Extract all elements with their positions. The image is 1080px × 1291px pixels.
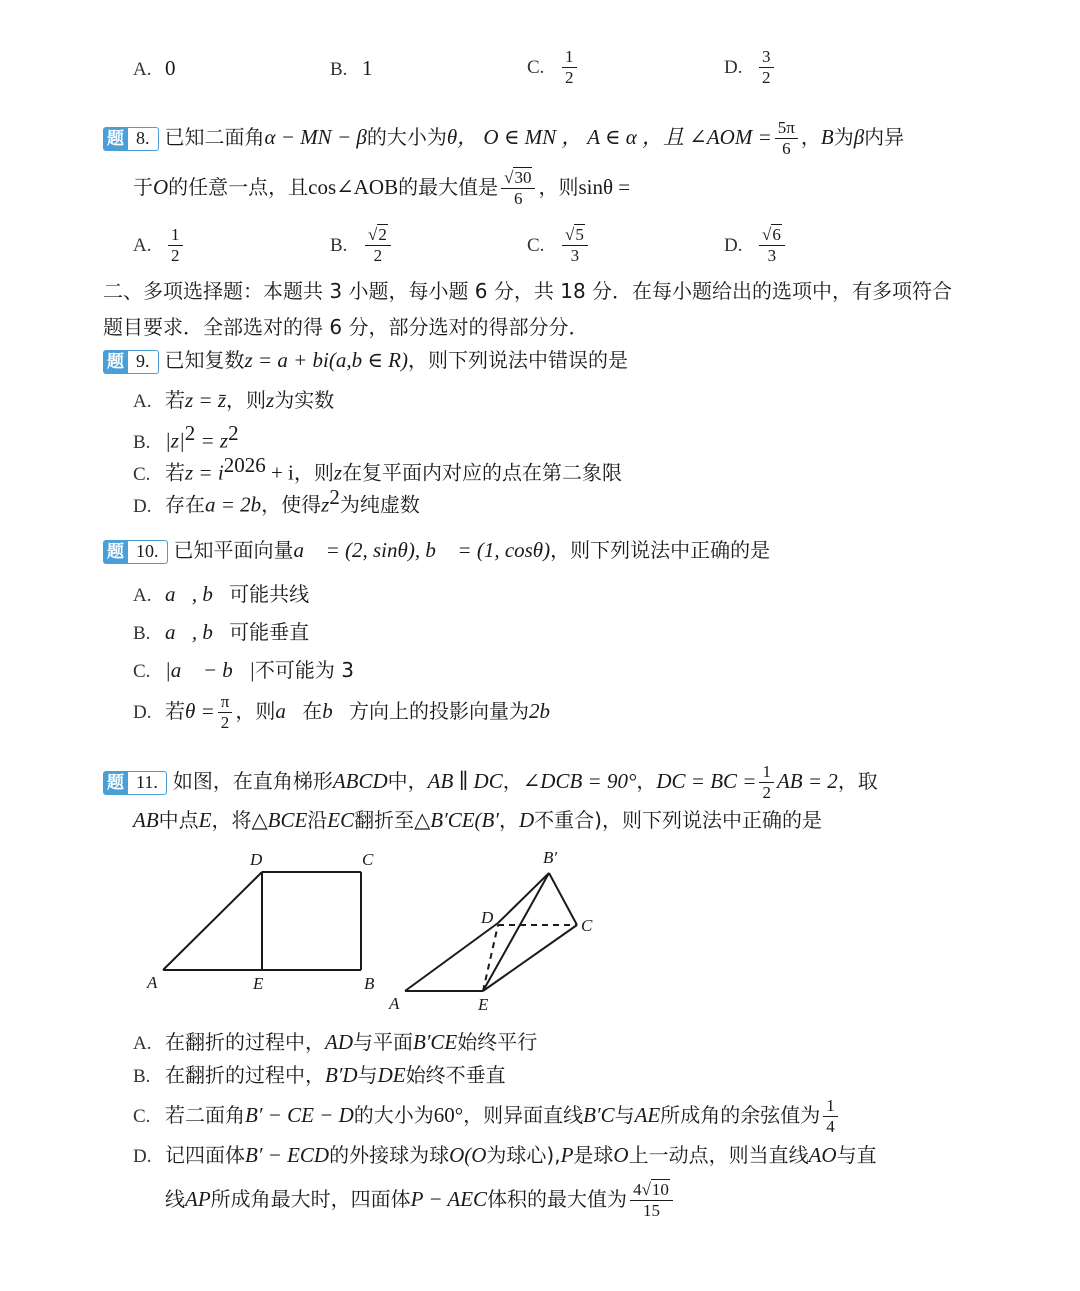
numerator: 3	[759, 47, 774, 68]
denominator: 2	[373, 246, 383, 265]
badge-number: 10.	[128, 540, 168, 564]
math: sinθ =	[578, 175, 631, 199]
math: 2b⃗	[529, 699, 567, 723]
q11-option-d-line2	[165, 1180, 676, 1221]
label-c: C	[362, 850, 374, 869]
option-text: 所成角的余弦值为	[660, 1103, 821, 1127]
q8-stem-line2	[133, 168, 630, 209]
denominator: 2	[762, 783, 771, 802]
option-text: 线	[165, 1187, 185, 1211]
option-text: 体积的最大值为	[487, 1187, 628, 1211]
math: D	[518, 808, 535, 832]
math: ， O ∈ MN ， A ∈ α ，且 ∠AOM =	[457, 125, 772, 149]
option-label: C.	[133, 463, 151, 485]
math: AO	[808, 1143, 837, 1167]
label-d: D	[250, 850, 263, 869]
math: O	[613, 1143, 629, 1167]
option-text: 与平面	[353, 1030, 413, 1054]
math: ABCD	[332, 769, 388, 793]
q7-option-c	[527, 47, 580, 88]
question-badge	[103, 127, 159, 151]
option-text: 所成角最大时，四面体	[210, 1187, 411, 1211]
badge-ti: 题	[103, 540, 128, 564]
math: DC = BC =	[656, 769, 757, 793]
option-text: 若二面角	[165, 1103, 245, 1127]
fraction: $\frac{√30}{6}$	[501, 168, 535, 209]
fraction	[218, 692, 233, 733]
option-label: D.	[133, 1146, 152, 1167]
option-text: 可能垂直	[229, 620, 310, 644]
option-label: A.	[133, 235, 152, 256]
edge-ad	[163, 872, 262, 970]
option-text: ，则	[226, 388, 267, 412]
math: α − MN − β	[264, 125, 367, 149]
option-text: 是球	[573, 1143, 614, 1167]
option-text: 与	[614, 1103, 635, 1127]
math: z	[333, 460, 343, 485]
stem-text: ，	[636, 769, 657, 793]
fraction: $\frac{√5}{3}$	[562, 225, 588, 266]
option-text: 若	[165, 460, 185, 485]
stem-text: ，将	[211, 808, 252, 832]
math: B′D	[325, 1063, 358, 1087]
math: AP	[185, 1187, 211, 1211]
denominator: 15	[642, 1201, 660, 1220]
numerator: 1	[168, 225, 183, 246]
q8-option-a	[133, 225, 186, 266]
option-text: 在翻折的过程中，	[165, 1030, 325, 1054]
stem-text: 已知平面向量	[173, 538, 294, 562]
numerator: 30	[514, 168, 532, 187]
option-text: 为纯虚数	[339, 492, 420, 517]
option-text: 在翻折的过程中，	[165, 1063, 325, 1087]
option-label: C.	[527, 57, 545, 78]
fraction	[823, 1096, 838, 1137]
badge-ti: 题	[103, 350, 128, 374]
denominator: 4	[826, 1117, 835, 1136]
stem-text: 中点	[158, 808, 199, 832]
math: AB = 2	[776, 769, 838, 793]
math: 60°	[433, 1103, 464, 1127]
q9-stem	[103, 346, 628, 374]
q7-option-d	[724, 47, 777, 88]
edge-ec	[483, 925, 577, 991]
badge-number: 11.	[128, 771, 167, 795]
option-label: C.	[133, 1106, 151, 1127]
math: + i	[265, 460, 294, 485]
option-label: A.	[133, 391, 152, 412]
superscript: 2	[329, 485, 340, 509]
question-badge	[103, 771, 167, 795]
q8-option-d	[724, 225, 788, 266]
option-text: 方向上的投影向量为	[349, 699, 530, 723]
math: B′ − CE − D	[245, 1103, 354, 1127]
math: a = 2b	[205, 492, 262, 517]
option-label: D.	[724, 235, 743, 256]
option-label: B.	[133, 1066, 151, 1087]
fraction	[562, 47, 577, 88]
stem-text: 翻折至	[354, 808, 415, 832]
math: P	[560, 1143, 574, 1167]
option-label: B.	[133, 623, 151, 644]
denominator: 2	[220, 713, 230, 732]
option-text: ，使得	[261, 492, 322, 517]
math: B′CE	[413, 1030, 458, 1054]
stem-text: ，则下列说法中正确的是	[550, 538, 771, 562]
math: a⃗, b⃗	[165, 620, 230, 644]
math: a⃗, b⃗	[165, 582, 230, 606]
math: E	[198, 808, 212, 832]
trapezoid-figure	[163, 872, 361, 970]
stem-text: ，	[498, 808, 519, 832]
option-text: 可能共线	[229, 582, 310, 606]
option-label: B.	[330, 235, 348, 256]
q7-option-a	[133, 54, 176, 84]
option-text: ，则	[235, 699, 276, 723]
option-label: A.	[133, 59, 152, 80]
denominator: 2	[565, 68, 574, 87]
badge-ti: 题	[103, 127, 128, 151]
math: β	[853, 125, 865, 149]
math: z = a + bi(a,b ∈ R)	[244, 348, 408, 372]
math: = z	[195, 428, 229, 453]
label-b-prime: B′	[543, 848, 558, 867]
q11-stem-line2	[133, 806, 822, 834]
math: B′ − ECD	[245, 1143, 330, 1167]
math: ∠DCB = 90°	[522, 769, 637, 793]
numerator: 1	[759, 762, 774, 783]
option-label: D.	[724, 57, 743, 78]
numerator: 1	[823, 1096, 838, 1117]
option-text: 记四面体	[165, 1143, 245, 1167]
option-text: 若	[165, 699, 185, 723]
superscript: 2	[228, 421, 239, 445]
option-label: D.	[133, 495, 152, 517]
numerator: 6	[772, 225, 781, 244]
stem-text: 不重合)，则下列说法中正确的是	[534, 808, 822, 832]
stem-text: 的最大值是	[398, 175, 499, 199]
option-label: D.	[133, 702, 152, 723]
badge-ti: 题	[103, 771, 128, 795]
label-c: C	[581, 916, 593, 935]
numerator: 2	[378, 225, 387, 244]
option-value: 1	[362, 56, 373, 80]
math: △B′CE(B′	[414, 808, 499, 832]
numerator-root: 10	[651, 1180, 669, 1199]
q10-option-b	[133, 618, 309, 648]
option-label: B.	[133, 431, 151, 453]
q8-option-c	[527, 225, 591, 266]
math: z	[266, 388, 275, 412]
stem-text: 的大小为	[366, 125, 447, 149]
fraction: $\frac{√2}{2}$	[365, 225, 391, 266]
q9-option-d	[133, 483, 420, 521]
edge-db	[498, 873, 549, 923]
option-text: 在复平面内对应的点在第二象限	[342, 460, 623, 485]
math: AB ∥ DC	[427, 769, 503, 793]
badge-number: 8.	[128, 127, 159, 151]
q8-option-b	[330, 225, 394, 266]
label-e: E	[478, 995, 489, 1014]
q11-option-c	[133, 1096, 841, 1137]
folded-figure	[405, 873, 577, 991]
label-d: D	[481, 908, 494, 927]
q10-stem	[103, 536, 770, 564]
q10-option-a	[133, 580, 309, 610]
option-text: ，则	[293, 460, 334, 485]
numerator: π	[218, 692, 233, 713]
math: O	[153, 175, 169, 199]
fraction	[775, 118, 798, 159]
option-text: 为球心),	[486, 1143, 561, 1167]
question-badge	[103, 540, 168, 564]
edge-bc	[549, 873, 577, 925]
denominator: 2	[762, 68, 771, 87]
option-text: 上一动点，则当直线	[628, 1143, 809, 1167]
math: z = z̄	[185, 388, 227, 412]
superscript: 2026	[223, 453, 266, 477]
math: AE	[634, 1103, 661, 1127]
numerator-coef: 4	[633, 1180, 642, 1199]
stem-text: 如图，在直角梯形	[172, 769, 333, 793]
math: a⃗ = (2, sinθ), b⃗ = (1, cosθ)	[293, 538, 551, 562]
math: θ =	[185, 699, 215, 723]
option-label: B.	[330, 59, 348, 80]
q10-option-d	[133, 692, 566, 733]
q11-option-a	[133, 1028, 537, 1058]
fraction: $\frac{√6}{3}$	[759, 225, 785, 266]
section2-line1: 二、多项选择题：本题共 3 小题，每小题 6 分，共 18 分．在每小题给出的选项中，有多项符合	[103, 279, 953, 303]
option-text: 的外接球为球	[329, 1143, 450, 1167]
option-text: 不可能为 3	[254, 658, 354, 682]
math: a⃗	[275, 699, 303, 723]
denominator: 3	[767, 246, 777, 265]
fraction: $\frac{4√10}{15}$	[630, 1180, 673, 1221]
option-text: 为实数	[274, 388, 335, 412]
option-text: 与	[357, 1063, 378, 1087]
math: b⃗	[322, 699, 350, 723]
stem-text: 的任意一点，且	[168, 175, 309, 199]
option-text: 始终不垂直	[405, 1063, 506, 1087]
denominator: 2	[171, 246, 180, 265]
q11-option-d-line1	[133, 1141, 877, 1171]
math: z = i	[185, 460, 224, 485]
stem-text: ，则下列说法中错误的是	[407, 348, 628, 372]
math: B	[820, 125, 834, 149]
math: AB	[133, 808, 159, 832]
option-text: 始终平行	[457, 1030, 538, 1054]
superscript: 2	[184, 421, 196, 445]
math: O(O	[449, 1143, 487, 1167]
denominator: 3	[570, 246, 580, 265]
q8-stem-line1	[103, 118, 904, 159]
fraction	[759, 762, 774, 803]
denominator: 6	[514, 189, 523, 208]
stem-text: 中，	[387, 769, 428, 793]
q7-option-b	[330, 54, 373, 84]
stem-text: 已知复数	[164, 348, 245, 372]
fraction	[168, 225, 183, 266]
option-label: C.	[527, 235, 545, 256]
option-text: 存在	[165, 492, 205, 517]
q11-option-b	[133, 1061, 506, 1091]
math: cos∠AOB	[308, 175, 399, 199]
math: △BCE	[251, 808, 308, 832]
stem-text: 为	[833, 125, 854, 149]
math: EC	[327, 808, 355, 832]
math: B′C	[583, 1103, 615, 1127]
stem-text: ，	[800, 125, 821, 149]
badge-number: 9.	[128, 350, 159, 374]
math: DE	[377, 1063, 406, 1087]
math: |z|	[165, 428, 185, 453]
option-label: A.	[133, 1033, 152, 1054]
option-label: A.	[133, 585, 152, 606]
math: P − AEC	[410, 1187, 488, 1211]
label-b: B	[364, 974, 375, 993]
option-text: 若	[165, 388, 185, 412]
q11-figure	[140, 845, 620, 1015]
numerator: 5	[575, 225, 584, 244]
edge-eb	[483, 873, 549, 991]
section2-line2: 题目要求．全部选对的得 6 分，部分选对的得部分分．	[103, 315, 589, 339]
numerator: 1	[562, 47, 577, 68]
stem-text: ，取	[837, 769, 878, 793]
math: θ	[446, 125, 458, 149]
q9-option-a	[133, 386, 334, 416]
stem-text: 已知二面角	[164, 125, 265, 149]
stem-text: ，则	[538, 175, 579, 199]
q11-stem-line1	[103, 762, 878, 803]
option-value: 0	[165, 56, 176, 80]
q10-option-c	[133, 656, 354, 686]
stem-text: 沿	[307, 808, 328, 832]
label-a: A	[147, 973, 158, 992]
math: |a⃗ − b⃗|	[165, 658, 255, 682]
option-text: 与直	[836, 1143, 877, 1167]
option-text: 在	[302, 699, 323, 723]
denominator: 6	[782, 139, 791, 158]
numerator: 5π	[775, 118, 798, 139]
label-e: E	[253, 974, 264, 993]
option-label: C.	[133, 661, 151, 682]
math: AD	[325, 1030, 353, 1054]
math: z	[321, 492, 330, 517]
label-a: A	[389, 994, 400, 1013]
edge-ad	[405, 923, 498, 991]
question-badge	[103, 350, 159, 374]
stem-text: 于	[133, 175, 153, 199]
option-text: 的大小为	[353, 1103, 434, 1127]
stem-text: ，	[502, 769, 523, 793]
fraction	[759, 47, 774, 88]
option-text: ，则异面直线	[463, 1103, 584, 1127]
stem-text: 内异	[864, 125, 905, 149]
